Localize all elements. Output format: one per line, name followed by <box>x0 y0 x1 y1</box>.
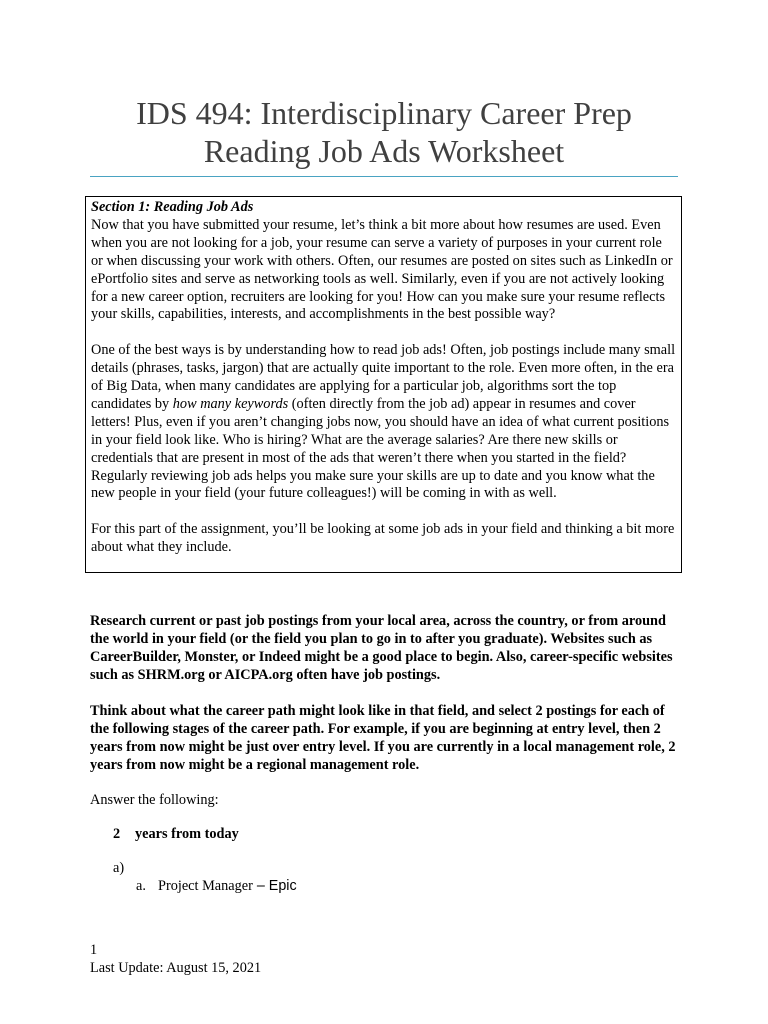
title-line-1: IDS 494: Interdisciplinary Career Prep <box>136 95 632 131</box>
section-paragraph-3: For this part of the assignment, you’ll be looking at some job ads in your field and thinking a bit more about what they include. <box>91 521 675 556</box>
sub-list-marker: a) <box>113 860 125 876</box>
paragraph-2-text-start: One of the best ways is by understanding how to read job ads! Often, job postings include many small details (phrases, tasks, jargon) that are actually quite important to the role. Even more often, in the era of Big Data, when many candidates are applying for a particular job, algorithms sort the top candidates by <box>91 342 676 412</box>
section-paragraph-1: Now that you have submitted your resume, let’s think a bit more about how resumes are used. Even when you are not looking for a job, your resume can serve a variety of purposes in your current role or when discussing your work with others. Often, our resumes are posted on sites such as LinkedIn or ePortfolio sites and serve as networking tools as well. Similarly, even if you are not actively looking for a new career option, recruiters are looking for you! How can you make sure your resume reflects your skills, capabilities, interests, and accomplishments in the best possible way? <box>91 216 673 323</box>
page-number: 1 <box>90 942 98 958</box>
sub-sub-marker: a. <box>136 878 146 894</box>
list-item-number: 2 <box>113 826 121 842</box>
title-line-2: Reading Job Ads Worksheet <box>203 133 565 169</box>
section-heading: Section 1: Reading Job Ads <box>91 199 254 215</box>
job-title: Project Manager <box>158 878 253 894</box>
sub-sub-list-item <box>136 878 297 895</box>
paragraph-2-emphasis: how many keywords <box>172 395 289 412</box>
answer-prompt: Answer the following: <box>90 792 219 808</box>
job-company: – Epic <box>252 878 297 894</box>
list-item-label: years from today <box>135 826 239 842</box>
paragraph-2-text-end: (often directly from the job ad) appear in resumes and cover letters! Plus, even if you aren’t changing jobs now, you should have an idea of what current positions in your field look like. Who is hiring? What are the average salaries? Are there new skills or credentials that are present in most of the ads that weren’t there when you started in the field? Regularly reviewing job ads helps you make sure your skills are up to date and you know what the new people in your field (your future colleagues!) will be coming in with as well. <box>91 395 670 502</box>
document-title <box>90 94 678 170</box>
last-update-footer: Last Update: August 15, 2021 <box>90 960 262 976</box>
research-instructions: Research current or past job postings from your local area, across the country, or from around the world in your field (or the field you plan to go in to after you graduate). Websites such as CareerBuilder, Monster, or Indeed might be a good place to begin. Also, career-specific websites such as SHRM.org or AICPA.org often have job postings. <box>90 613 673 683</box>
section-paragraph-2 <box>91 342 676 503</box>
section-1-box <box>85 196 682 573</box>
career-path-instructions: Think about what the career path might look like in that field, and select 2 postings for each of the following stages of the career path. For example, if you are beginning at entry level, then 2 years from now might be just over entry level. If you are currently in a local management role, 2 years from now might be a regional management role. <box>90 703 676 773</box>
list-item-years <box>113 826 239 843</box>
title-divider <box>90 176 678 177</box>
